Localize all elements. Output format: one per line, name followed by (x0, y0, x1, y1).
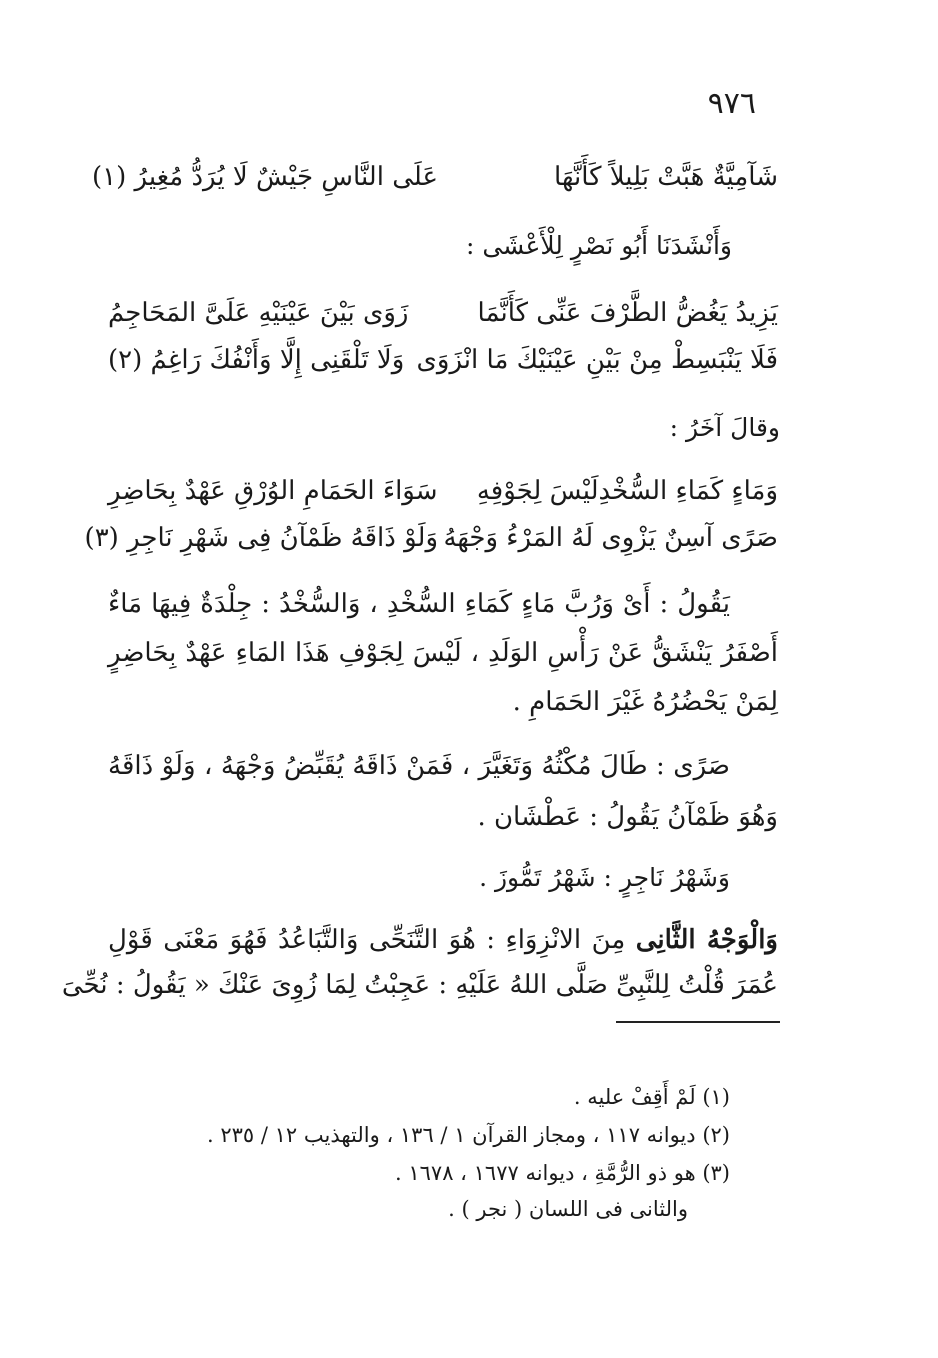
verse-hemistich-first: وَمَاءٍ كَمَاءِ السُّخْدِلَيْسَ لِجَوْفِهِ (476, 476, 778, 506)
verse-line-1 (91, 155, 778, 199)
verse-line-2 (108, 291, 778, 335)
verse-hemistich-first: صَرًى آسِنٌ يَزْوِى لَهُ المَرْءُ وَجْهَهُ (443, 523, 778, 553)
para3: وَشَهْرُ نَاجِرٍ : شَهْرُ تَمُّوزَ . (479, 863, 730, 892)
footnote-2: (٢) ديوانه ١١٧ ، ومجاز القرآن ١ / ١٣٦ ، والتهذيب ١٢ / ٢٣٥ . (207, 1123, 730, 1147)
para1-line3: لِمَنْ يَحْضُرُهُ غَيْرَ الحَمَامِ . (512, 687, 778, 717)
verse-line-5 (84, 516, 778, 560)
verse-hemistich-first: فَلَا يَنْبَسِطْ مِنْ بَيْنِ عَيْنَيْكَ مَا انْزَوَى (416, 345, 778, 375)
verse-line-3 (108, 338, 778, 382)
para2-line2: وَهُوَ ظَمْآنُ يَقُولُ : عَطْشَان . (477, 802, 778, 832)
verse-hemistich-first: يَزِيدُ يَغُضُّ الطَّرْفَ عَنِّى كَأَنَّمَا (477, 298, 778, 328)
verse-hemistich-second: وَلَوْ ذَاقَهُ ظَمْآنُ فِى شَهْرِ نَاجِرِ (٣) (84, 523, 438, 553)
verse-intro-alasha: وَأَنْشَدَنَا أَبُو نَصْرٍ لِلْأَعْشَى : (465, 231, 732, 260)
para4-bold-phrase: وَالْوَجْهُ الثَّانِى (635, 925, 778, 955)
footnote-1: (١) لَمْ أَقِفْ عليه . (573, 1085, 730, 1109)
verse-hemistich-second: سَوَاءَ الحَمَامِ الوُرْقِ عَهْدٌ بِحَاضِرِ (108, 476, 438, 506)
page-number: ٩٧٦ (707, 86, 756, 121)
verse-hemistich-second: عَلَى النَّاسِ جَيْشٌ لَا يُرَدُّ مُغِيرُ (١) (91, 162, 438, 192)
para2-line1: صَرًى : طَالَ مُكْثُهُ وَتَغَيَّرَ ، فَمَنْ ذَاقَهُ يُقَبِّضُ وَجْهَهُ ، وَلَوْ ذَاقَهُ (108, 751, 730, 781)
verse-intro-another: وقالَ آخَرُ : (669, 413, 780, 442)
para4-line1 (108, 918, 778, 962)
footnote-separator (616, 1021, 780, 1023)
para1-line1: يَقُولُ : أَىْ وَرُبَّ مَاءٍ كَمَاءِ السُّخْدِ ، وَالسُّخْدُ : جِلْدَةٌ فِيهَا مَاءٌ (108, 589, 730, 619)
para1-line2: أَصْفَرُ يَنْشَقُّ عَنْ رَأْسِ الوَلَدِ ، لَيْسَ لِجَوْفِ هَذَا المَاءِ عَهْدٌ بِحَاضِرٍ (108, 638, 778, 668)
footnote-3-continuation: والثانى فى اللسان ( نجر ) . (448, 1197, 688, 1221)
verse-hemistich-second: زَوَى بَيْنَ عَيْنَيْهِ عَلَىَّ المَحَاجِمُ (108, 298, 409, 328)
verse-hemistich-first: شَآمِيَّةٌ هَبَّتْ بَلِيلاً كَأَنَّهَا (554, 162, 778, 192)
footnote-3: (٣) هو ذو الرُّمَّةِ ، ديوانه ١٦٧٧ ، ١٦٧٨ . (395, 1161, 730, 1185)
verse-hemistich-second: وَلَا تَلْقَنِى إِلَّا وَأَنْفُكَ رَاغِمُ (٢) (108, 345, 405, 375)
para4-line1-rest: مِنَ الانْزِوَاءِ : هُوَ التَّنَحِّى وَالتَّبَاعُدُ فَهُوَ مَعْنَى قَوْلِ (108, 925, 636, 955)
para4-line2: عُمَرَ قُلْتُ لِلنَّبِىِّ صَلَّى اللهُ عَلَيْهِ : عَجِبْتُ لِمَا زُوِىَ عَنْكَ « يَقُولُ : نُحِّىَ (61, 970, 778, 1000)
verse-line-4 (108, 469, 778, 513)
